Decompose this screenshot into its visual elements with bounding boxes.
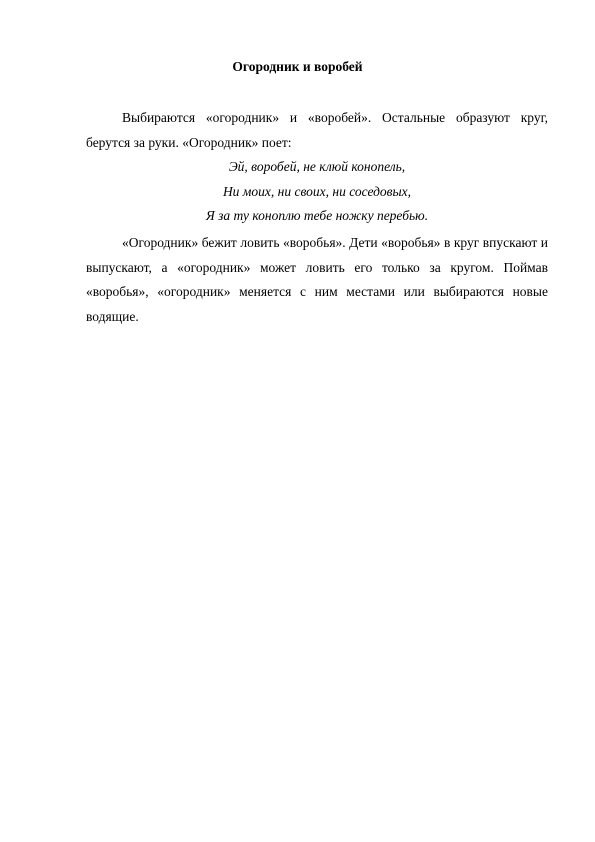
verse-line-2: Ни моих, ни своих, ни соседовых, — [222, 183, 412, 199]
document-title: Огородник и воробей — [232, 59, 363, 74]
rules-section — [86, 231, 548, 329]
verse-line-3: Я за ту коноплю тебе ножку перебью. — [205, 208, 429, 223]
rules-paragraph: «Огородник» бежит ловить «воробья». Дети «воробья» в круг впускают и выпускают, а «огородник» может ловить его только за кругом. Поймав «воробья», «огородник» меняется с ним местами или выбираются новые водящие. — [86, 235, 548, 324]
verse-line-1: Эй, воробей, не клюй конопель, — [228, 159, 406, 174]
intro-paragraph: Выбираются «огородник» и «воробей». Остальные образуют круг, берутся за руки. «Огородник» поет: — [86, 110, 548, 150]
intro-section — [86, 106, 548, 229]
song-verse — [86, 155, 548, 229]
